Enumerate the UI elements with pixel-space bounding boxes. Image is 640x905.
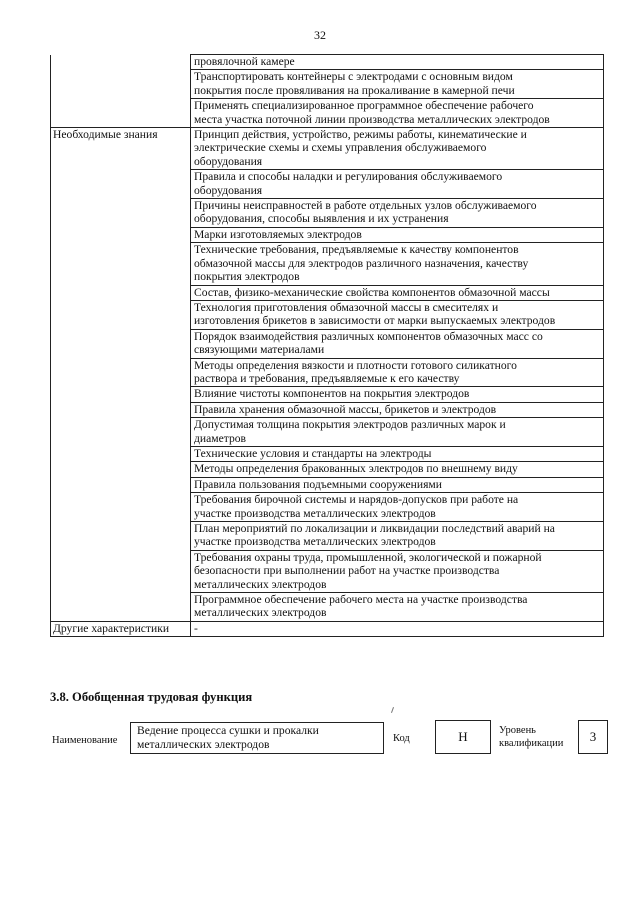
row-label-cell: [51, 170, 191, 199]
table-row: [51, 128, 604, 170]
row-text-line: металлических электродов: [194, 577, 327, 591]
row-label-cell: [51, 300, 191, 329]
level-label-line: квалификации: [499, 738, 564, 749]
row-text-line: участке производства металлических электродов: [194, 506, 436, 520]
row-text-cell: [191, 402, 604, 417]
row-text-line: Состав, физико-механические свойства компонентов обмазочной массы: [194, 285, 550, 299]
row-text-cell: [191, 99, 604, 128]
row-label-cell: [51, 199, 191, 228]
table-row: [51, 300, 604, 329]
row-text-cell: [191, 285, 604, 300]
row-text-line: Транспортировать контейнеры с электродами с основным видом: [194, 70, 513, 84]
row-label-cell: [51, 99, 191, 128]
labor-function-table: [50, 54, 604, 637]
table-row: [51, 243, 604, 285]
row-text-cell: [191, 128, 604, 170]
table-row: [51, 621, 604, 636]
table-row: [51, 418, 604, 447]
row-text-line: Требования бирочной системы и нарядов-допусков при работе на: [194, 493, 519, 507]
table-row: [51, 227, 604, 242]
row-text-cell: [191, 170, 604, 199]
row-text-cell: [191, 477, 604, 492]
row-text-cell: [191, 522, 604, 551]
level-label-line: Уровень: [499, 725, 536, 736]
row-text-line: Правила пользования подъемными сооружениями: [194, 477, 442, 491]
row-text-line: Технология приготовления обмазочной массы в смесителях и: [194, 300, 499, 314]
name-label: Наименование: [52, 735, 118, 746]
name-value-box: [130, 722, 384, 754]
row-text-line: Допустимая толщина покрытия электродов различных марок и: [194, 418, 506, 432]
row-text-cell: [191, 227, 604, 242]
row-label-cell: [51, 446, 191, 461]
row-label-cell: [51, 550, 191, 592]
row-text-line: Программное обеспечение рабочего места на участке производства: [194, 593, 528, 607]
row-label-cell: [51, 477, 191, 492]
row-label-cell: [51, 387, 191, 402]
table-row: [51, 99, 604, 128]
row-text-line: Методы определения бракованных электродов по внешнему виду: [194, 462, 518, 476]
table-row: [51, 199, 604, 228]
row-label-cell: [51, 418, 191, 447]
row-text-cell: [191, 300, 604, 329]
code-label: Код: [393, 733, 410, 744]
row-text-line: оборудования, способы выявления и их устранения: [194, 212, 449, 226]
table-row: [51, 550, 604, 592]
row-text-cell: [191, 462, 604, 477]
row-text-line: безопасности при выполнении работ на участке производства: [194, 564, 500, 578]
row-text-line: покрытия после провяливания на прокаливание в камерной печи: [194, 83, 515, 97]
row-text-line: Технические требования, предъявляемые к качеству компонентов: [194, 243, 519, 257]
row-text-cell: [191, 493, 604, 522]
row-label-cell: [51, 243, 191, 285]
row-text-cell: [191, 199, 604, 228]
row-text-line: -: [194, 621, 198, 635]
row-text-cell: [191, 55, 604, 70]
row-text-cell: [191, 70, 604, 99]
row-text-line: Марки изготовляемых электродов: [194, 227, 362, 241]
row-label-cell: [51, 522, 191, 551]
row-text-cell: [191, 243, 604, 285]
row-text-line: Методы определения вязкости и плотности готового силикатного: [194, 358, 517, 372]
name-value-line: металлических электродов: [137, 738, 270, 751]
row-label-cell: Необходимые знания: [51, 128, 191, 170]
table-row: [51, 70, 604, 99]
row-label-cell: [51, 329, 191, 358]
row-label-cell: [51, 227, 191, 242]
table-row: [51, 477, 604, 492]
row-label-cell: [51, 55, 191, 70]
row-text-cell: [191, 446, 604, 461]
row-text-line: Причины неисправностей в работе отдельных узлов обслуживаемого: [194, 199, 537, 213]
table-row: [51, 402, 604, 417]
page-number: 32: [314, 28, 326, 42]
row-text-line: оборудования: [194, 183, 263, 197]
generalized-function-row: [50, 720, 610, 760]
row-text-cell: [191, 418, 604, 447]
row-text-line: обмазочной массы для электродов различного назначения, качеству: [194, 256, 529, 270]
row-text-line: покрытия электродов: [194, 270, 300, 284]
row-label-cell: [51, 402, 191, 417]
row-label-cell: [51, 358, 191, 387]
table-row: [51, 522, 604, 551]
row-label-cell: [51, 285, 191, 300]
row-text-line: металлических электродов: [194, 606, 327, 620]
row-text-cell: [191, 387, 604, 402]
name-value-line: Ведение процесса сушки и прокалки: [137, 724, 319, 737]
row-label-cell: Другие характеристики: [51, 621, 191, 636]
row-text-line: Правила и способы наладки и регулирования обслуживаемого: [194, 170, 503, 184]
table-row: [51, 446, 604, 461]
table-row: [51, 358, 604, 387]
row-text-line: оборудования: [194, 154, 263, 168]
row-text-line: Правила хранения обмазочной массы, брикетов и электродов: [194, 402, 497, 416]
table-row: [51, 55, 604, 70]
row-text-line: Технические условия и стандарты на электроды: [194, 446, 432, 460]
row-text-line: диаметров: [194, 431, 247, 445]
row-text-line: Порядок взаимодействия различных компонентов обмазочных масс со: [194, 329, 543, 343]
row-text-line: План мероприятий по локализации и ликвидации последствий аварий на: [194, 522, 555, 535]
row-text-line: связующими материалами: [194, 343, 325, 357]
section-title: 3.8. Обобщенная трудовая функция: [50, 690, 253, 704]
table-row: [51, 593, 604, 622]
stray-mark: [391, 707, 394, 713]
level-label: [499, 724, 563, 750]
row-text-line: раствора и требования, предъявляемые к его качеству: [194, 371, 460, 385]
row-text-line: Требования охраны труда, промышленной, экологической и пожарной: [194, 550, 542, 564]
row-text-cell: [191, 550, 604, 592]
row-text-line: Применять специализированное программное обеспечение рабочего: [194, 99, 534, 113]
row-text-cell: [191, 621, 604, 636]
row-text-line: изготовления брикетов в зависимости от марки выпускаемых электродов: [194, 314, 556, 328]
table-body: [51, 55, 604, 637]
table-row: [51, 329, 604, 358]
table-row: [51, 462, 604, 477]
row-label-cell: [51, 70, 191, 99]
row-text-line: Влияние чистоты компонентов на покрытия электродов: [194, 387, 470, 401]
row-label-cell: [51, 462, 191, 477]
code-value-box: H: [435, 720, 491, 754]
table-row: [51, 493, 604, 522]
row-text-cell: [191, 593, 604, 622]
level-value-box: 3: [578, 720, 608, 754]
row-text-cell: [191, 329, 604, 358]
row-text-line: провялочной камере: [194, 55, 295, 68]
table-row: [51, 170, 604, 199]
table-row: [51, 387, 604, 402]
table-row: [51, 285, 604, 300]
row-text-line: места участка поточной линии производства металлических электродов: [194, 112, 550, 126]
row-text-cell: [191, 358, 604, 387]
row-label-cell: [51, 493, 191, 522]
row-text-line: участке производства металлических электродов: [194, 535, 436, 549]
row-text-line: Принцип действия, устройство, режимы работы, кинематические и: [194, 128, 527, 142]
row-text-line: электрические схемы и схемы управления обслуживаемого: [194, 141, 487, 155]
row-label-cell: [51, 593, 191, 622]
